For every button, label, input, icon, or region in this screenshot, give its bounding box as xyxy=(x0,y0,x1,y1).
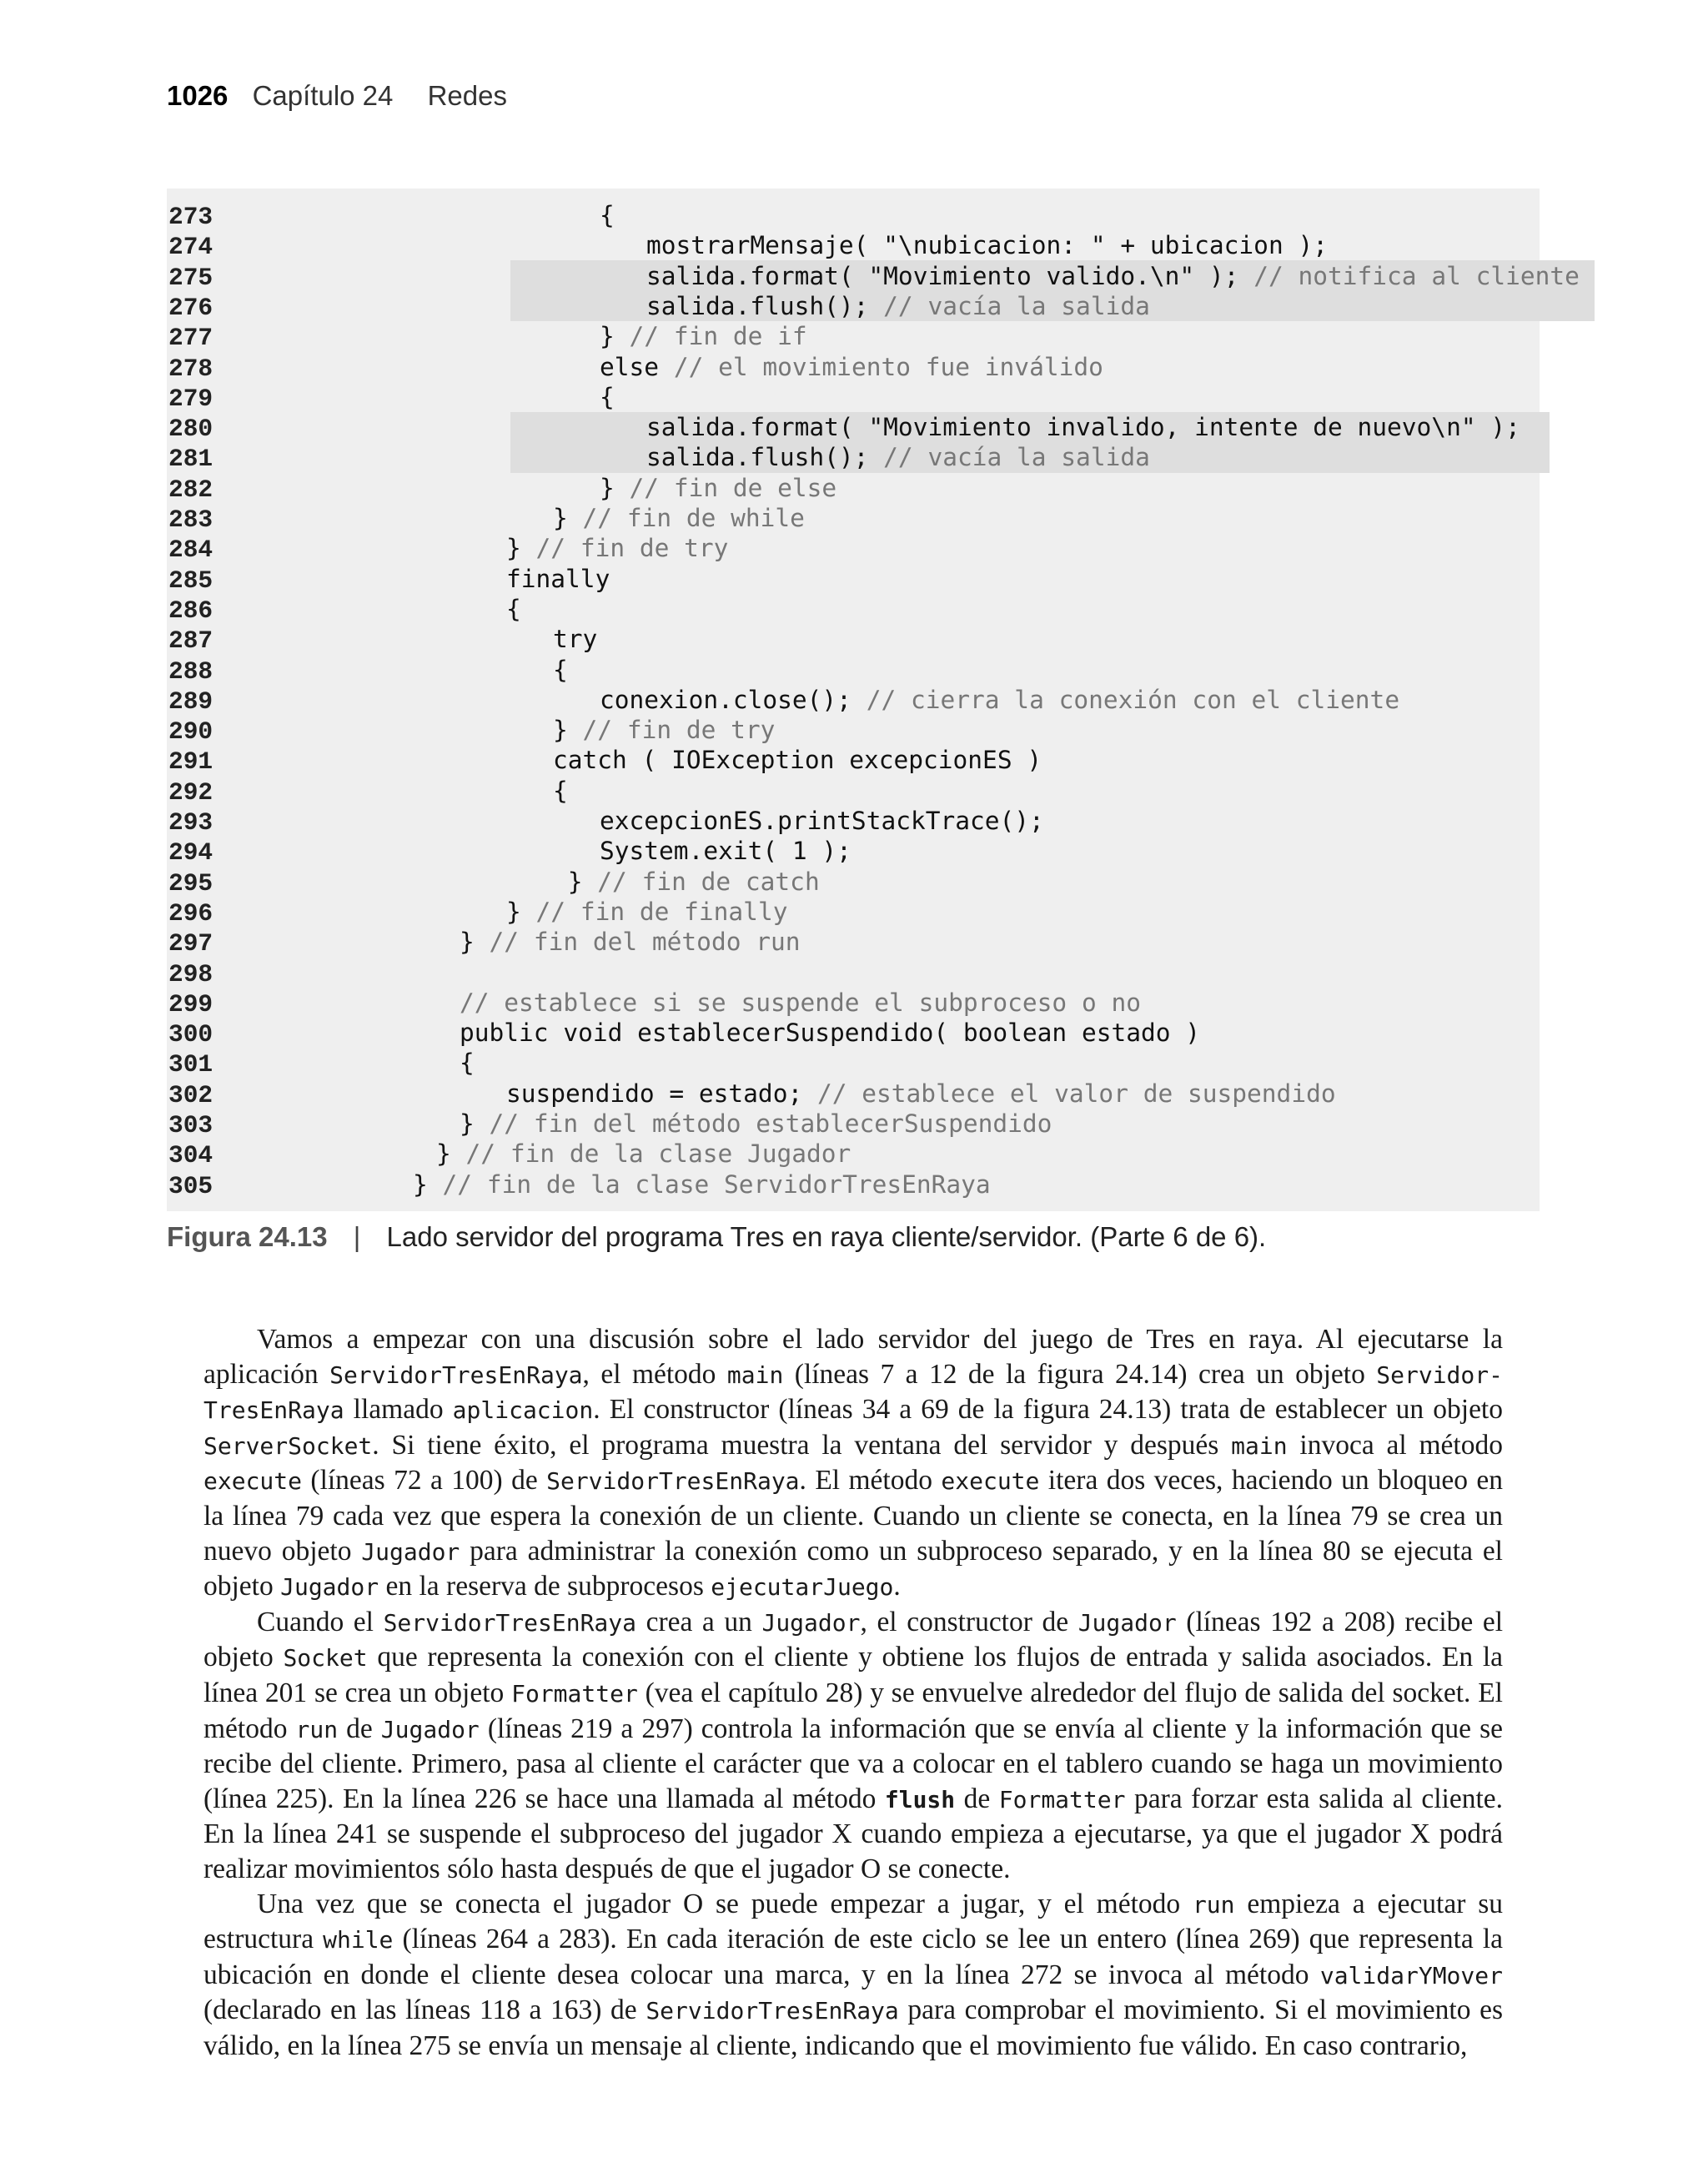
paragraph-text: (líneas 264 a 283). En cada iteración de este ciclo se lee un entero (línea 269) que representa la ubicación en donde el cliente desea colocar una marca, y en la línea 272 se invoca al método xyxy=(203,1924,1503,1990)
paragraph-text: para administrar la conexión como un subproceso separado, y en la línea 80 se ejecuta el objeto xyxy=(203,1535,1503,1602)
code-text: conexion.close(); xyxy=(600,685,867,714)
code-line xyxy=(167,927,801,957)
code-comment: // fin del método run xyxy=(489,928,801,957)
code-line xyxy=(167,836,851,866)
code-text: else xyxy=(600,352,674,381)
inline-code: execute xyxy=(941,1467,1040,1496)
code-line xyxy=(167,564,610,594)
paragraph-text: (vea el capítulo 28) y se envuelve alrededor del flujo de salida del socket. El método xyxy=(203,1677,1503,1744)
inline-code: Jugador xyxy=(761,1608,861,1637)
code-line xyxy=(167,1139,851,1169)
line-number: 277 xyxy=(168,324,214,353)
code-text: } xyxy=(553,716,583,745)
code-text: System.exit( 1 ); xyxy=(600,837,851,866)
inline-code: validarYMover xyxy=(1319,1961,1503,1989)
code-text: salida.flush(); xyxy=(646,291,884,320)
paragraph-text: . xyxy=(893,1571,901,1602)
inline-code: while xyxy=(323,1926,394,1954)
code-text: } xyxy=(506,897,536,926)
line-number: 276 xyxy=(168,293,214,322)
body-paragraph xyxy=(203,1605,1503,1887)
paragraph-text: . El constructor (líneas 34 a 69 de la figura 24.13) trata de establecer un objeto xyxy=(593,1394,1503,1426)
code-line xyxy=(167,533,728,563)
line-number: 299 xyxy=(168,989,214,1019)
code-text: } xyxy=(436,1139,466,1169)
line-number: 289 xyxy=(168,687,214,716)
paragraph-text: empieza a ejecutar su estructura xyxy=(203,1888,1503,1955)
code-line xyxy=(167,776,568,806)
inline-code: Servidor-TresEnRaya xyxy=(203,1361,1503,1425)
code-line xyxy=(167,442,1150,472)
code-text: suspendido = estado; xyxy=(506,1079,817,1108)
code-text: { xyxy=(460,1049,475,1078)
paragraph-text: (declarado en las líneas 118 a 163) de xyxy=(203,1994,646,2026)
code-line xyxy=(167,685,1399,715)
line-number: 294 xyxy=(168,838,214,868)
line-number: 281 xyxy=(168,445,214,474)
inline-code: Formatter xyxy=(511,1679,638,1708)
code-comment: // fin de while xyxy=(582,504,805,532)
code-text: { xyxy=(506,594,521,623)
code-text: { xyxy=(600,382,615,411)
inline-code: ServidorTresEnRaya xyxy=(646,1997,899,2025)
line-number: 298 xyxy=(168,959,214,988)
line-number: 288 xyxy=(168,656,214,686)
code-comment: // fin de la clase Jugador xyxy=(465,1139,851,1169)
code-text: { xyxy=(553,655,568,684)
line-number: 300 xyxy=(168,1020,214,1049)
line-number: 301 xyxy=(168,1050,214,1079)
code-comment: // establece el valor de suspendido xyxy=(816,1079,1336,1108)
code-line xyxy=(167,1079,1336,1109)
code-listing xyxy=(167,189,1580,1211)
figure-caption xyxy=(167,1221,1266,1253)
code-line xyxy=(167,261,1580,291)
code-line xyxy=(167,594,521,624)
code-comment: // fin de try xyxy=(582,716,776,745)
inline-code: Jugador xyxy=(380,1715,480,1743)
inline-code: Jugador xyxy=(280,1573,379,1602)
paragraph-text: Vamos a empezar con una discusión sobre el lado servidor del juego de Tres en raya. Al ejecutarse la aplicación xyxy=(203,1324,1503,1390)
inline-code: run xyxy=(295,1715,339,1743)
paragraph-text: de xyxy=(955,1783,999,1814)
code-line xyxy=(167,291,1150,321)
paragraph-text: (líneas 192 a 208) recibe el objeto xyxy=(203,1606,1504,1673)
code-comment: // fin de la clase ServidorTresEnRaya xyxy=(442,1169,991,1199)
line-number: 295 xyxy=(168,868,214,898)
code-comment: // el movimiento fue inválido xyxy=(673,352,1103,381)
line-number: 278 xyxy=(168,354,214,383)
code-text: salida.format( "Movimiento invalido, intente de nuevo\n" ); xyxy=(646,413,1520,442)
code-comment: // fin de catch xyxy=(597,867,820,896)
line-number: 282 xyxy=(168,475,214,504)
line-number: 303 xyxy=(168,1111,214,1139)
line-number: 286 xyxy=(168,596,214,625)
page-header xyxy=(167,80,507,112)
paragraph-text: . Si tiene éxito, el programa muestra la ventana del servidor y después xyxy=(372,1429,1232,1461)
paragraph-text: itera dos veces, haciendo un bloqueo en la línea 79 cada vez que espera la conexión de un cliente. Cuando un cliente se conecta, en la línea 79 se crea un nuevo objeto xyxy=(203,1465,1503,1567)
line-number: 297 xyxy=(168,929,214,958)
inline-code: aplicacion xyxy=(452,1396,594,1425)
paragraph-text: para comprobar el movimiento. Si el movimiento es válido, en la línea 275 se envía un mensaje al cliente, indicando que el movimiento fue válido. En caso contrario, xyxy=(203,1994,1504,2061)
code-line xyxy=(167,473,836,503)
code-text: mostrarMensaje( "\nubicacion: " + ubicacion ); xyxy=(646,231,1328,260)
code-text: } xyxy=(553,867,598,896)
code-text: try xyxy=(553,625,598,654)
line-number: 304 xyxy=(168,1141,214,1170)
line-number: 287 xyxy=(168,626,214,656)
inline-code: run xyxy=(1192,1890,1235,1919)
inline-code: main xyxy=(726,1361,784,1389)
line-number: 296 xyxy=(168,898,214,928)
code-text: public void establecerSuspendido( boolean estado ) xyxy=(460,1019,1201,1048)
code-text: { xyxy=(600,201,615,229)
code-comment: // establece si se suspende el subproceso o no xyxy=(460,988,1141,1017)
code-comment: // vacía la salida xyxy=(883,443,1150,472)
code-text: } xyxy=(413,1169,443,1199)
inline-code: flush xyxy=(884,1785,956,1813)
paragraph-text: que representa la conexión con el cliente y obtiene los flujos de entrada y salida asociados. En la línea 201 se crea un objeto xyxy=(203,1642,1503,1708)
page-number: 1026 xyxy=(167,80,229,111)
code-line xyxy=(167,230,1328,260)
code-text: finally xyxy=(506,564,610,593)
code-text: } xyxy=(600,322,630,351)
code-text: } xyxy=(600,473,630,502)
section-label: Redes xyxy=(427,80,507,111)
code-text: salida.format( "Movimiento valido.\n" ); xyxy=(646,261,1254,290)
inline-code: ServidorTresEnRaya xyxy=(546,1467,800,1496)
paragraph-text: Cuando el xyxy=(257,1606,384,1637)
line-number: 293 xyxy=(168,808,214,837)
inline-code: ServidorTresEnRaya xyxy=(383,1608,636,1637)
inline-code: execute xyxy=(203,1467,303,1496)
line-number: 284 xyxy=(168,536,214,565)
line-number: 280 xyxy=(168,415,214,444)
code-comment: // vacía la salida xyxy=(883,291,1150,320)
paragraph-text: , el método xyxy=(582,1358,727,1390)
body-text xyxy=(203,1322,1503,2063)
code-comment: // fin de finally xyxy=(535,897,788,926)
code-line xyxy=(167,1169,991,1200)
code-line xyxy=(167,988,1141,1018)
code-line xyxy=(167,321,807,351)
inline-code: Jugador xyxy=(1078,1608,1177,1637)
code-line xyxy=(167,655,568,685)
code-line xyxy=(167,352,1103,382)
paragraph-text: invoca al método xyxy=(1287,1429,1503,1461)
code-line xyxy=(167,715,775,745)
chapter-label: Capítulo 24 xyxy=(252,80,394,111)
code-comment: // notifica al cliente xyxy=(1253,261,1580,290)
line-number: 292 xyxy=(168,777,214,807)
paragraph-text: en la reserva de subprocesos xyxy=(379,1571,711,1602)
code-line xyxy=(167,1018,1200,1048)
paragraph-text: (líneas 72 a 100) de xyxy=(302,1465,547,1496)
paragraph-text: de xyxy=(338,1713,381,1744)
paragraph-text: Una vez que se conecta el jugador O se puede empezar a jugar, y el método xyxy=(257,1888,1193,1919)
line-number: 291 xyxy=(168,747,214,777)
line-number: 285 xyxy=(168,566,214,595)
line-number: 275 xyxy=(168,263,214,292)
line-number: 302 xyxy=(168,1080,214,1109)
inline-code: ServidorTresEnRaya xyxy=(329,1361,583,1389)
code-line xyxy=(167,382,615,412)
body-paragraph xyxy=(203,1887,1503,2064)
line-number: 290 xyxy=(168,717,214,747)
paragraph-text: para forzar esta salida al cliente. En la línea 241 se suspende el subproceso del jugador X cuando empieza a ejecutarse, ya que el jugador X podrá realizar movimientos sólo hasta después de que el jugador O se conecte. xyxy=(203,1783,1503,1884)
paragraph-text: , el constructor de xyxy=(860,1606,1078,1637)
code-line xyxy=(167,958,413,988)
paragraph-text: (líneas 7 a 12 de la figura 24.14) crea un objeto xyxy=(783,1358,1377,1390)
code-comment: // fin de if xyxy=(629,322,807,351)
code-text: } xyxy=(460,928,490,957)
code-line xyxy=(167,503,805,533)
line-number: 274 xyxy=(168,233,214,262)
code-text: } xyxy=(460,1109,490,1138)
inline-code: Formatter xyxy=(998,1785,1126,1813)
code-text: } xyxy=(506,534,536,563)
code-line xyxy=(167,412,1520,442)
code-text: excepcionES.printStackTrace(); xyxy=(600,807,1044,835)
code-line xyxy=(167,1109,1052,1139)
code-line xyxy=(167,745,1042,775)
code-line xyxy=(167,200,615,230)
inline-code: ServerSocket xyxy=(203,1431,373,1460)
inline-code: ejecutarJuego xyxy=(711,1573,894,1602)
code-line xyxy=(167,806,1044,836)
code-text: salida.flush(); xyxy=(646,443,884,472)
line-number: 283 xyxy=(168,506,214,534)
paragraph-text: llamado xyxy=(344,1394,453,1426)
code-line xyxy=(167,1048,475,1078)
paragraph-text: (líneas 219 a 297) controla la información que se envía al cliente y la información que se recibe del cliente. Primero, pasa al cliente el carácter que va a colocar en el tablero cuando se haga un movimiento (línea 225). En la línea 226 se hace una llamada al método xyxy=(203,1713,1503,1814)
code-line xyxy=(167,867,820,897)
inline-code: Jugador xyxy=(361,1537,460,1566)
code-line xyxy=(167,624,597,654)
code-text: catch ( IOException excepcionES ) xyxy=(553,746,1042,775)
code-text: } xyxy=(553,504,583,532)
code-text: { xyxy=(553,776,568,805)
code-line xyxy=(167,897,787,927)
line-number: 279 xyxy=(168,384,214,413)
line-number: 305 xyxy=(168,1171,214,1200)
code-comment: // fin de else xyxy=(629,473,837,502)
body-paragraph xyxy=(203,1322,1503,1605)
caption-separator: | xyxy=(353,1221,361,1252)
inline-code: Socket xyxy=(283,1644,368,1672)
figure-label: Figura 24.13 xyxy=(167,1221,328,1252)
code-comment: // fin de try xyxy=(535,534,729,563)
line-number: 273 xyxy=(168,203,214,231)
code-comment: // fin del método establecerSuspendido xyxy=(489,1109,1052,1138)
paragraph-text: . El método xyxy=(799,1465,942,1496)
code-comment: // cierra la conexión con el cliente xyxy=(866,685,1400,714)
figure-caption-text: Lado servidor del programa Tres en raya cliente/servidor. (Parte 6 de 6). xyxy=(386,1221,1267,1252)
inline-code: main xyxy=(1231,1431,1288,1460)
paragraph-text: crea a un xyxy=(636,1606,762,1637)
